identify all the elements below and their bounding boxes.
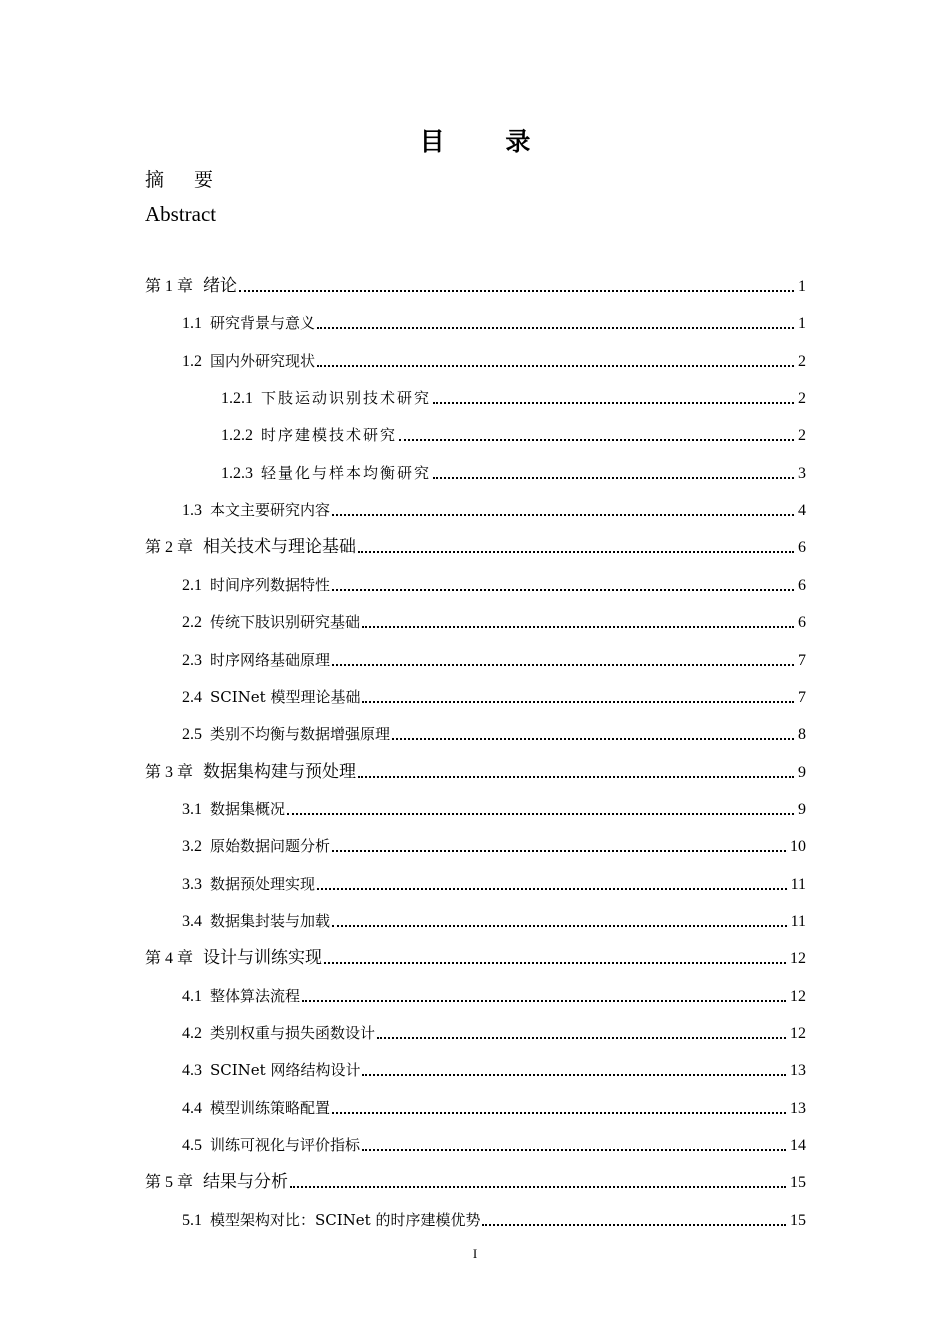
dot-leader <box>377 1037 786 1039</box>
toc-entry-number: 3.1 <box>182 800 202 818</box>
toc-entry-label <box>182 799 285 820</box>
toc-entry-page: 6 <box>798 539 806 557</box>
toc-entry-label <box>145 948 322 969</box>
toc-entry-page: 11 <box>790 875 806 893</box>
toc-entry-page: 9 <box>798 800 806 818</box>
toc-entry[interactable] <box>145 532 806 558</box>
toc-entry-text: 相关技术与理论基础 <box>203 537 357 558</box>
toc-entry-number: 4.2 <box>182 1025 202 1042</box>
toc-entry-page: 12 <box>790 987 806 1005</box>
toc-entry-number: 2.1 <box>182 576 202 594</box>
dot-leader <box>317 327 794 329</box>
toc-entry[interactable] <box>182 1093 806 1119</box>
toc-entry-label <box>145 537 356 558</box>
dot-leader <box>358 776 794 778</box>
page-number: I <box>472 1246 478 1261</box>
dot-leader <box>332 664 794 666</box>
dot-leader <box>324 962 786 964</box>
toc-entry-text: 时序建模技术研究 <box>261 426 398 445</box>
toc-entry[interactable] <box>182 831 806 857</box>
toc-entry-page: 6 <box>798 576 806 594</box>
toc-entry-label <box>221 425 397 446</box>
toc-entry[interactable] <box>182 1130 806 1156</box>
toc-entry-number: 4.3 <box>182 1062 202 1080</box>
toc-entry-label <box>182 1135 360 1156</box>
dot-leader <box>433 477 794 479</box>
toc-entry-number: 第 4 章 <box>145 950 194 968</box>
toc-entry-label <box>182 874 315 895</box>
toc-entry-page: 15 <box>790 1174 806 1192</box>
toc-entry-page: 10 <box>790 838 806 856</box>
toc-entry-number: 4.1 <box>182 987 202 1005</box>
toc-entry[interactable] <box>182 346 806 372</box>
toc-entry[interactable] <box>182 495 806 521</box>
toc-entry[interactable] <box>221 383 806 409</box>
toc-entry[interactable] <box>182 1055 806 1081</box>
toc-entry-label <box>182 724 390 745</box>
toc-entry-page: 6 <box>798 614 806 632</box>
dot-leader <box>239 290 794 292</box>
toc-entry-text: 研究背景与意义 <box>210 314 316 333</box>
toc-entry-text: 整体算法流程 <box>210 986 301 1005</box>
toc-entry-number: 3.3 <box>182 875 202 893</box>
dot-leader <box>392 738 794 740</box>
toc-entry-label <box>182 1060 360 1081</box>
toc-entry-number: 5.1 <box>182 1211 202 1229</box>
toc-entry[interactable] <box>182 607 806 633</box>
toc-abstract-cn[interactable]: 摘 要 <box>145 169 226 191</box>
toc-entry[interactable] <box>221 420 806 446</box>
toc-entry-text: 模型训练策略配置 <box>210 1098 331 1117</box>
dot-leader <box>362 701 794 703</box>
toc-entry-text: 数据集封装与加载 <box>210 911 331 930</box>
toc-entry-text: 类别权重与损失函数设计 <box>210 1024 376 1042</box>
toc-entry-text: SCINet 模型理论基础 <box>210 687 361 706</box>
toc-entry-number: 第 3 章 <box>145 763 194 781</box>
toc-entry-text: 原始数据问题分析 <box>210 837 331 856</box>
toc-entry-label <box>182 1210 480 1231</box>
dot-leader <box>399 439 794 441</box>
toc-entry-label <box>182 687 360 708</box>
toc-entry-page: 8 <box>798 726 806 744</box>
toc-entry-number: 2.3 <box>182 651 202 669</box>
toc-entry-text: 模型架构对比：SCINet 的时序建模优势 <box>210 1210 481 1229</box>
toc-entry-text: SCINet 网络结构设计 <box>210 1061 361 1080</box>
toc-entry-number: 1.2.2 <box>221 427 253 445</box>
toc-entry-number: 1.2.1 <box>221 390 253 408</box>
toc-entry-number: 第 2 章 <box>145 539 194 557</box>
toc-entry[interactable] <box>145 1167 806 1193</box>
toc-entry-page: 3 <box>798 464 806 482</box>
dot-leader <box>332 850 786 852</box>
toc-entry-text: 数据集概况 <box>210 799 286 818</box>
toc-entry-number: 3.4 <box>182 912 202 930</box>
toc-title: 目 录 <box>419 127 557 156</box>
toc-entry[interactable] <box>145 271 806 297</box>
toc-entry-text: 类别不均衡与数据增强原理 <box>210 725 391 744</box>
toc-entry-number: 2.5 <box>182 726 202 744</box>
toc-entry-label <box>145 1172 288 1193</box>
toc-entry-label <box>182 1023 375 1044</box>
dot-leader <box>362 1074 786 1076</box>
toc-entry-number: 3.2 <box>182 838 202 856</box>
toc-entry[interactable] <box>182 906 806 932</box>
toc-entry-label <box>182 650 330 671</box>
toc-entry-label <box>182 1098 330 1119</box>
toc-entry-text: 传统下肢识别研究基础 <box>210 613 361 632</box>
toc-entry-number: 第 5 章 <box>145 1174 194 1192</box>
toc-entry-page: 15 <box>790 1211 806 1229</box>
toc-entry-label <box>182 612 360 633</box>
toc-entry-text: 训练可视化与评价指标 <box>210 1136 361 1155</box>
toc-entry[interactable] <box>182 570 806 596</box>
dot-leader <box>317 365 794 367</box>
toc-entry-page: 12 <box>790 1025 806 1042</box>
toc-entry-page: 4 <box>798 502 806 520</box>
toc-entry-page: 13 <box>790 1099 806 1117</box>
toc-entry-label <box>145 276 237 297</box>
dot-leader <box>482 1224 786 1226</box>
toc-entry-label <box>221 463 431 484</box>
toc-entry-label <box>221 388 431 409</box>
dot-leader <box>287 813 794 815</box>
toc-entry-label <box>182 351 315 372</box>
dot-leader <box>317 888 787 890</box>
toc-entry-number: 1.2 <box>182 352 202 370</box>
dot-leader <box>362 626 794 628</box>
toc-entry[interactable] <box>182 645 806 671</box>
dot-leader <box>290 1186 786 1188</box>
toc-entry-text: 设计与训练实现 <box>203 948 323 969</box>
toc-entry-text: 轻量化与样本均衡研究 <box>261 463 432 482</box>
toc-entry-page: 2 <box>798 390 806 408</box>
toc-entry-number: 1.1 <box>182 315 202 333</box>
toc-abstract-en[interactable]: Abstract <box>145 202 217 226</box>
toc-entry-number: 2.2 <box>182 614 202 632</box>
toc-entry-label <box>182 575 330 596</box>
toc-entry-number: 第 1 章 <box>145 278 194 295</box>
toc-entry-number: 4.4 <box>182 1099 202 1117</box>
toc-entry-page: 13 <box>790 1062 806 1080</box>
toc-entry-text: 数据预处理实现 <box>210 874 316 893</box>
toc-entry[interactable] <box>182 981 806 1007</box>
dot-leader <box>358 551 794 553</box>
toc-entry-text: 结果与分析 <box>203 1172 289 1193</box>
toc-entry-page: 1 <box>798 278 806 295</box>
toc-entry-text: 数据集构建与预处理 <box>203 761 357 782</box>
toc-entry-number: 1.3 <box>182 502 202 520</box>
toc-entry-label <box>182 911 330 932</box>
toc-entry-text: 本文主要研究内容 <box>210 501 331 520</box>
toc-entry-label <box>145 762 356 783</box>
toc-entry-page: 2 <box>798 427 806 445</box>
toc-entry-page: 7 <box>798 688 806 706</box>
toc-entry[interactable] <box>145 943 806 969</box>
dot-leader <box>332 589 794 591</box>
toc-entry[interactable] <box>182 719 806 745</box>
toc-entry[interactable] <box>182 682 806 708</box>
dot-leader <box>433 402 794 404</box>
toc-entry[interactable] <box>145 757 806 783</box>
dot-leader <box>332 514 794 516</box>
toc-entry-number: 4.5 <box>182 1137 202 1155</box>
toc-entry-text: 绪论 <box>203 276 238 296</box>
toc-entry[interactable] <box>182 1205 806 1231</box>
toc-entry-number: 2.4 <box>182 688 202 706</box>
toc-entry-label <box>182 500 330 521</box>
toc-entry-text: 时序网络基础原理 <box>210 650 331 669</box>
toc-entry[interactable] <box>182 869 806 895</box>
dot-leader <box>362 1149 786 1151</box>
toc-entry-text: 国内外研究现状 <box>210 351 316 370</box>
dot-leader <box>332 1112 786 1114</box>
toc-entry-page: 12 <box>790 950 806 968</box>
toc-entry-label <box>182 313 315 334</box>
dot-leader <box>332 925 787 927</box>
toc-entry[interactable] <box>221 458 806 484</box>
dot-leader <box>302 1000 786 1002</box>
toc-entry-page: 1 <box>798 315 806 333</box>
toc-entry-number: 1.2.3 <box>221 464 253 482</box>
toc-entry-page: 11 <box>790 912 806 930</box>
toc-entry-label <box>182 836 330 857</box>
toc-entry-text: 时间序列数据特性 <box>210 575 331 594</box>
toc-entry[interactable] <box>182 308 806 334</box>
toc-entry[interactable] <box>182 794 806 820</box>
toc-entry[interactable] <box>182 1018 806 1044</box>
toc-entry-page: 7 <box>798 651 806 669</box>
toc-entry-page: 9 <box>798 763 806 781</box>
toc-entry-page: 14 <box>790 1137 806 1155</box>
toc-entry-text: 下肢运动识别技术研究 <box>261 389 432 408</box>
toc-entry-page: 2 <box>798 352 806 370</box>
toc-entry-label <box>182 986 300 1007</box>
